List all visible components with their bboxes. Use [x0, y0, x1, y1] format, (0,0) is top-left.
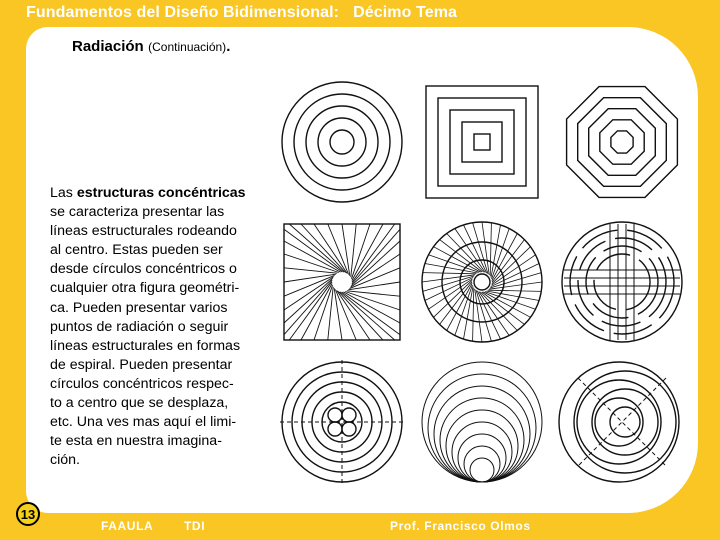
diagonal-centers-figure [559, 362, 679, 482]
body-text-run: te esta en nuestra imagina- [50, 433, 222, 450]
body-line [50, 299, 272, 318]
body-line [50, 413, 272, 432]
body-text-run: líneas estructurales en formas [50, 337, 241, 354]
body-line [50, 222, 272, 241]
body-text-run: ca. Pueden presentar varios [50, 299, 228, 316]
footer-professor: Prof. Francisco Olmos [390, 519, 531, 533]
body-text-run: cualquier otra figura geométri- [50, 280, 240, 297]
concentric-squares-figure [426, 86, 538, 198]
body-line [50, 356, 272, 375]
concentric-structures-figure [278, 78, 684, 498]
body-line [50, 394, 272, 413]
body-text-run: Las [50, 185, 77, 201]
body-line [50, 184, 272, 203]
body-text-run: líneas estructurales rodeando [50, 223, 237, 240]
square-spiral-figure [284, 224, 400, 340]
title-main: Radiación [72, 38, 144, 55]
slide-title [72, 38, 230, 56]
body-line [50, 337, 272, 356]
body-text-run: etc. Una ves mas aquí el limi- [50, 414, 237, 431]
body-line [50, 375, 272, 394]
body-emphasis: estructuras concéntricas [76, 185, 246, 201]
body-text-run: to a centro que se desplaza, [50, 395, 229, 412]
body-line [50, 241, 272, 260]
body-text-run: de espiral. Pueden presentar [50, 356, 233, 373]
body-text-run: ción. [50, 452, 80, 469]
body-line [50, 318, 272, 337]
body-text-run: puntos de radiación o seguir [50, 318, 229, 335]
body-text [50, 184, 272, 470]
circle-spiral-figure [422, 222, 542, 342]
header-course: Fundamentos del Diseño Bidimensional: [26, 4, 340, 21]
page-number-badge [14, 500, 42, 528]
body-text-run: se caracteriza presentar las [50, 204, 225, 221]
title-period: . [226, 38, 231, 55]
title-subtitle: (Continuación) [148, 40, 227, 54]
body-line [50, 451, 272, 470]
footer-dept: TDI [184, 519, 206, 533]
body-line [50, 203, 272, 222]
body-line [50, 432, 272, 451]
body-text-run: al centro. Estas pueden ser [50, 242, 223, 259]
page-number: 13 [20, 507, 36, 522]
four-centers-figure [280, 360, 404, 484]
slide-header [26, 4, 457, 22]
circle-meander-figure [562, 222, 682, 342]
shifting-center-figure [422, 362, 542, 482]
body-text-run: círculos concéntricos respec- [50, 375, 234, 392]
header-topic: Décimo Tema [353, 4, 458, 21]
footer-school: FAAULA [101, 519, 154, 533]
body-text-run: desde círculos concéntricos o [50, 261, 237, 278]
concentric-circles-figure [282, 82, 402, 202]
body-line [50, 260, 272, 279]
concentric-octagons-figure [567, 87, 678, 198]
body-line [50, 279, 272, 298]
